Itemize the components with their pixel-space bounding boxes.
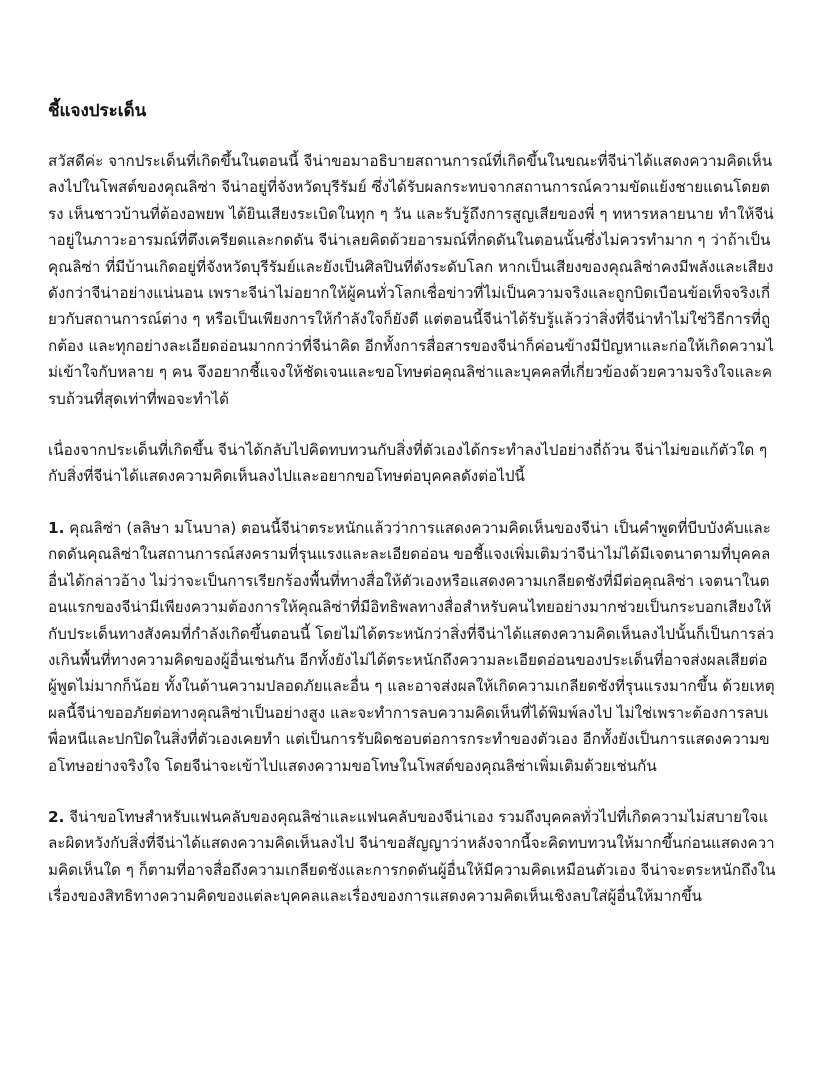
- paragraph-intro-text: สวัสดีค่ะ จากประเด็นที่เกิดขึ้นในตอนนี้ จีน่าขอมาอธิบายสถานการณ์ที่เกิดขึ้นในขณะที่จีน่าได้แสดงความคิดเห็นลงไปในโพสต์ของคุณลิซ่า จีน่าอยู่ที่จังหวัดบุรีรัมย์ ซึ่งได้รับผลกระทบจากสถานการณ์ความขัดแย้งชายแดนโดยตรง เห็นชาวบ้านที่ต้องอพยพ ได้ยินเสียงระเบิดในทุก ๆ วัน และรับรู้ถึงการสูญเสียของพี่ ๆ ทหารหลายนาย ทำให้จีน่าอยู่ในภาวะอารมณ์ที่ตึงเครียดและกดดัน จีน่าเลยคิดด้วยอารมณ์ที่กดดันในตอนนั้นซึ่งไม่ควรทำมาก ๆ ว่าถ้าเป็นคุณลิซ่า ที่มีบ้านเกิดอยู่ที่จังหวัดบุรีรัมย์และยังเป็นศิลปินที่ดังระดับโลก หากเป็นเสียงของคุณลิซ่าคงมีพลังและเสียงดังกว่าจีน่าอย่างแน่นอน เพราะจีน่าไม่อยากให้ผู้คนทั่วโลกเชื่อข่าวที่ไม่เป็นความจริงและถูกบิดเบือนข้อเท็จจริงเกี่ยวกับสถานการณ์ต่าง ๆ หรือเป็นเพียงการให้กำลังใจก็ยังดี แต่ตอนนี้จีน่าได้รับรู้แล้วว่าสิ่งที่จีน่าทำไม่ใช่วิธีการที่ถูกต้อง และทุกอย่างละเอียดอ่อนมากกว่าที่จีน่าคิด อีกทั้งการสื่อสารของจีน่าก็ค่อนข้างมีปัญหาและก่อให้เกิดความไม่เข้าใจกับหลาย ๆ คน จึงอยากชี้แจงให้ชัดเจนและขอโทษต่อคุณลิซ่าและบุคคลที่เกี่ยวข้องด้วยความจริงใจและครบถ้วนที่สุดเท่าที่พอจะทำได้: [48, 152, 774, 408]
- point-2-text: จีน่าขอโทษสำหรับแฟนคลับของคุณลิซ่าและแฟนคลับของจีน่าเอง รวมถึงบุคคลทั่วไปที่เกิดความไม่สบายใจและผิดหวังกับสิ่งที่จีน่าได้แสดงความคิดเห็นลงไป จีน่าขอสัญญาว่าหลังจากนี้จะคิดทบทวนให้มากขึ้นก่อนแสดงความคิดเห็นใด ๆ ก็ตามที่อาจสื่อถึงความเกลียดชังและการกดดันผู้อื่นให้มีความคิดเหมือนตัวเอง จีน่าจะตระหนักถึงในเรื่องของสิทธิทางความคิดของแต่ละบุคคลและเรื่องของการแสดงความคิดเห็นเชิงลบใส่ผู้อื่นให้มากขึ้น: [48, 807, 776, 906]
- paragraph-intro: [48, 148, 776, 412]
- point-1-number: 1.: [48, 518, 65, 537]
- paragraph-point-1: [48, 515, 776, 779]
- paragraph-context-text: เนื่องจากประเด็นที่เกิดขึ้น จีน่าได้กลับไปคิดทบทวนกับสิ่งที่ตัวเองได้กระทำลงไปอย่างถี่ถ้วน จีน่าไม่ขอแก้ตัวใด ๆ กับสิ่งที่จีน่าได้แสดงความคิดเห็นลงไปและอยากขอโทษต่อบุคคลดังต่อไปนี้: [48, 441, 768, 486]
- point-1-text: คุณลิซ่า (ลลิษา มโนบาล) ตอนนี้จีน่าตระหนักแล้วว่าการแสดงความคิดเห็นของจีน่า เป็นคำพูดที่บีบบังคับและกดดันคุณลิซ่าในสถานการณ์สงครามที่รุนแรงและละเอียดอ่อน ขอชี้แจงเพิ่มเติมว่าจีน่าไม่ได้มีเจตนาตามที่บุคคลอื่นได้กล่าวอ้าง ไม่ว่าจะเป็นการเรียกร้องพื้นที่ทางสื่อให้ตัวเองหรือแสดงความเกลียดชังที่มีต่อคุณลิซ่า เจตนาในตอนแรกของจีน่ามีเพียงความต้องการให้คุณลิซ่าที่มีอิทธิพลทางสื่อสำหรับคนไทยอย่างมากช่วยเป็นกระบอกเสียงให้กับประเด็นทางสังคมที่กำลังเกิดขึ้นตอนนี้ โดยไม่ได้ตระหนักว่าสิ่งที่จีน่าได้แสดงความคิดเห็นลงไปนั้นก็เป็นการล่วงเกินพื้นที่ทางความคิดของผู้อื่นเช่นกัน อีกทั้งยังไม่ได้ตระหนักถึงความละเอียดอ่อนของประเด็นที่อาจส่งผลเสียต่อผู้พูดไม่มากก็น้อย ทั้งในด้านความปลอดภัยและอื่น ๆ และอาจส่งผลให้เกิดความเกลียดชังที่รุนแรงมากขึ้น ด้วยเหตุผลนี้จีน่าขออภัยต่อทางคุณลิซ่าเป็นอย่างสูง และจะทำการลบความคิดเห็นที่ได้พิมพ์ลงไป ไม่ใช่เพราะต้องการลบเพื่อหนีและปกปิดในสิ่งที่ตัวเองเคยทำ แต่เป็นการรับผิดชอบต่อการกระทำของตัวเอง อีกทั้งยังเป็นการแสดงความขอโทษอย่างจริงใจ โดยจีน่าจะเข้าไปแสดงความขอโทษในโพสต์ของคุณลิซ่าเพิ่มเติมด้วยเช่นกัน: [48, 518, 775, 775]
- paragraph-context: [48, 437, 776, 490]
- paragraph-point-2: [48, 804, 776, 910]
- point-2-number: 2.: [48, 807, 65, 826]
- page-title: ชี้แจงประเด็น: [48, 101, 147, 121]
- statement-document: [48, 98, 776, 935]
